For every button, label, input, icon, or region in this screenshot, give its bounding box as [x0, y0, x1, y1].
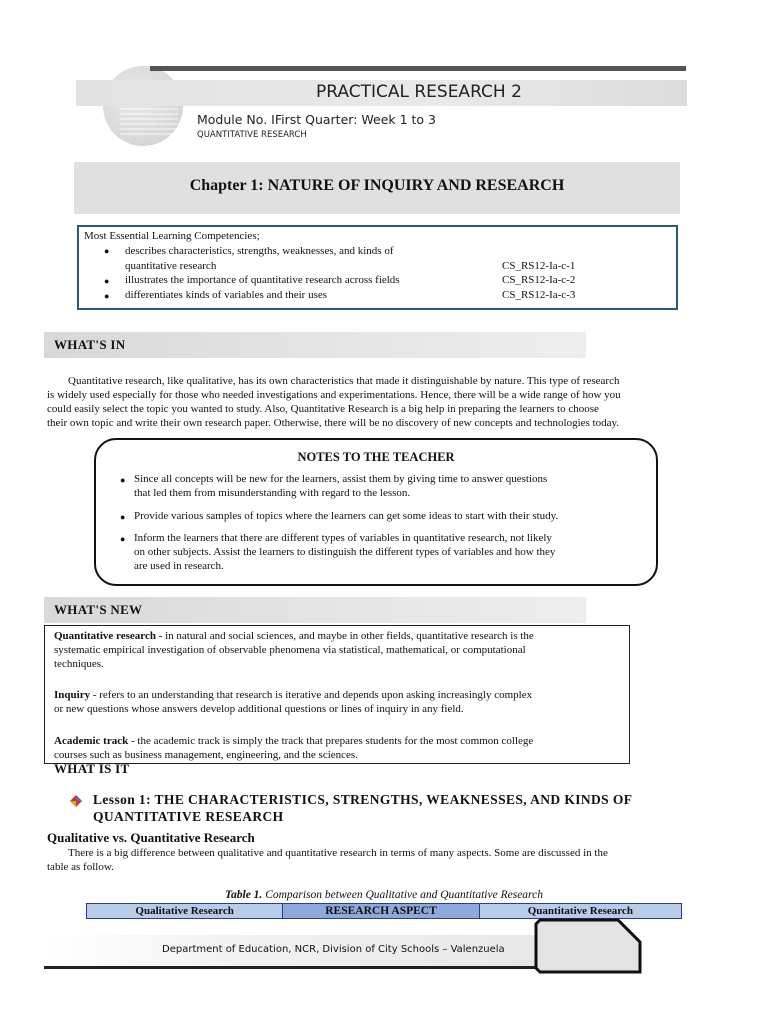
competency-code-3: CS_RS12-Ia-c-3: [502, 289, 576, 301]
competency-item-2: illustrates the importance of quantitative research across fields: [125, 274, 400, 286]
definition-1-line-3: techniques.: [54, 658, 104, 670]
note-item-1: Since all concepts will be new for the learners, assist them by giving time to answer questions: [134, 473, 548, 485]
comparison-line-1: There is a big difference between qualitative and quantitative research in terms of many aspects. Some are discussed in the: [68, 847, 608, 859]
bullet-icon: ●: [104, 246, 110, 256]
definition-text: - in natural and social sciences, and maybe in other fields, quantitative research is the: [155, 630, 534, 642]
note-item-2: Provide various samples of topics where the learners can get some ideas to start with their study.: [134, 510, 559, 522]
definition-text: - refers to an understanding that research is iterative and depends upon asking increasingly complex: [90, 689, 533, 701]
definition-term: Academic track: [54, 735, 129, 747]
definition-text: - the academic track is simply the track that prepares students for the most common college: [128, 735, 534, 747]
what-is-it-heading: WHAT IS IT: [54, 761, 130, 776]
definition-1-line-1: [54, 630, 534, 644]
bullet-icon: ●: [120, 534, 126, 544]
note-item-1-cont: that led them from misunderstanding with regard to the lesson.: [134, 487, 411, 499]
bullet-icon: ●: [120, 475, 126, 485]
lesson-title-line-2: QUANTITATIVE RESEARCH: [93, 809, 284, 824]
table-header-aspect: RESEARCH ASPECT: [283, 904, 479, 919]
chapter-title: Chapter 1: NATURE OF INQUIRY AND RESEARCH: [189, 177, 565, 194]
competency-item-3: differentiates kinds of variables and their uses: [125, 289, 328, 301]
page-title: PRACTICAL RESEARCH 2: [316, 82, 522, 102]
table-caption-label: Table 1.: [225, 889, 263, 901]
table-caption: [86, 889, 682, 901]
competency-code-2: CS_RS12-Ia-c-2: [502, 274, 576, 286]
table-caption-text: Comparison between Qualitative and Quantitative Research: [262, 889, 543, 901]
module-label: Module No. IFirst Quarter: Week 1 to 3: [197, 112, 436, 127]
comparison-table: [86, 903, 682, 919]
definition-3-line-2: courses such as business management, engineering, and the sciences.: [54, 749, 358, 761]
note-item-3-cont: on other subjects. Assist the learners to distinguish the different types of variables and how they: [134, 546, 556, 558]
lesson-title-line-1: Lesson 1: THE CHARACTERISTICS, STRENGTHS, WEAKNESSES, AND KINDS OF: [93, 792, 633, 807]
bullet-icon: ●: [104, 291, 110, 301]
whats-in-line-3: could easily select the topic you wanted to study. Also, Quantitative Research is a big help in preparing the learners to choose: [47, 403, 599, 415]
notes-title: NOTES TO THE TEACHER: [297, 450, 455, 464]
table-header-quantitative: Quantitative Research: [479, 904, 681, 919]
definition-term: Inquiry: [54, 689, 91, 701]
module-subtitle: QUANTITATIVE RESEARCH: [197, 130, 307, 140]
footer-tab-decoration: [534, 918, 642, 974]
competencies-intro: Most Essential Learning Competencies;: [84, 230, 260, 242]
competency-item-1: describes characteristics, strengths, weaknesses, and kinds of: [125, 245, 394, 257]
table-header-qualitative: Qualitative Research: [87, 904, 283, 919]
table-header-row: [87, 904, 682, 919]
header-rule: [150, 66, 686, 71]
note-item-3-cont2: are used in research.: [134, 560, 224, 572]
whats-in-line-1: Quantitative research, like qualitative, has its own characteristics that made it distinguishable by nature. This type of research: [68, 375, 620, 387]
bullet-icon: ●: [120, 512, 126, 522]
bullet-icon: ●: [104, 276, 110, 286]
note-item-3: Inform the learners that there are different types of variables in quantitative research, not likely: [134, 532, 552, 544]
diamond-bullet-icon: [69, 794, 83, 808]
definition-1-line-2: systematic empirical investigation of observable phenomena via statistical, mathematical, or computational: [54, 644, 526, 656]
comparison-heading: Qualitative vs. Quantitative Research: [47, 830, 255, 845]
header-stripes-decoration: [120, 100, 178, 140]
footer-text: Department of Education, NCR, Division of City Schools – Valenzuela: [162, 944, 505, 955]
definition-term: Quantitative research: [54, 630, 156, 642]
footer-rule: [44, 966, 536, 969]
whats-in-line-2: is widely used especially for those who needed investigations and experimentations. Hence, there will be a wide range of how you: [47, 389, 621, 401]
whats-new-heading: WHAT'S NEW: [54, 602, 143, 617]
definition-2-line-1: [54, 689, 532, 703]
competency-item-1-cont: quantitative research: [125, 260, 217, 272]
whats-in-line-4: their own topic and write their own research paper. Otherwise, there will be no discovery of new concepts and technologies today.: [47, 417, 620, 429]
whats-in-heading: WHAT'S IN: [54, 337, 126, 352]
lesson-title: [93, 791, 632, 825]
definition-2-line-2: or new questions whose answers develop additional questions or lines of inquiry in any field.: [54, 703, 464, 715]
competency-code-1: CS_RS12-Ia-c-1: [502, 260, 576, 272]
comparison-line-2: table as follow.: [47, 861, 114, 873]
definition-3-line-1: [54, 735, 533, 749]
